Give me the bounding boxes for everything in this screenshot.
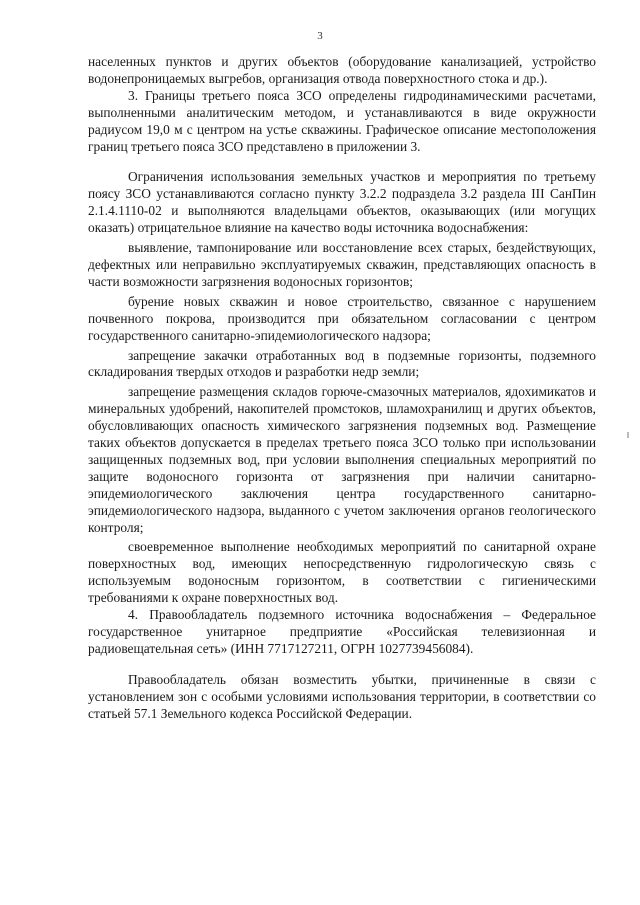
paragraph-rights-holder: 4. Правообладатель подземного источника водоснабжения – Федеральное государственное унитарное предприятие «Российская телевизионная и радиовещательная сеть» (ИНН 7717127211, ОГРН 1027739456084).	[88, 607, 596, 656]
page-number: 3	[317, 30, 323, 42]
document-body	[88, 54, 596, 723]
paragraph-compensation: Правообладатель обязан возместить убытки, причиненные в связи с установлением зон с особыми условиями использования территории, в соответствии со статьей 57.1 Земельного кодекса Российской Федерации.	[88, 671, 596, 721]
paragraph-zone3-restrictions: Ограничения использования земельных участков и мероприятия по третьему поясу ЗСО устанавливаются согласно пункту 3.2.2 подраздела 3.2 раздела III СанПин 2.1.4.1110-02 и выполняются владельцами объектов, оказывающих (или могущих оказать) отрицательное влияние на качество воды источника водоснабжения:	[88, 169, 596, 236]
list-item-surface-water: своевременное выполнение необходимых мероприятий по санитарной охране поверхностных вод, имеющих непосредственную гидрологическую связь с используемым водоносным горизонтом, в соответствии с гигиеническими требованиями к охране поверхностных вод.	[88, 539, 596, 606]
list-item-wells: выявление, тампонирование или восстановление всех старых, бездействующих, дефектных или неправильно эксплуатируемых скважин, представляющих опасность в части возможности загрязнения водоносных горизонтов;	[88, 240, 596, 289]
paragraph-zone3-boundaries: 3. Границы третьего пояса ЗСО определены гидродинамическими расчетами, выполненными аналитическим методом, и устанавливаются в виде окружности радиусом 19,0 м с центром на устье скважины. Графическое описание местоположения границ третьего пояса ЗСО представлено в приложении 3.	[88, 87, 596, 154]
paragraph-continuation: населенных пунктов и других объектов (оборудование канализацией, устройство водонепроницаемых выгребов, организация отвода поверхностного стока и др.).	[88, 54, 596, 86]
list-item-storage-ban: запрещение размещения складов горюче-смазочных материалов, ядохимикатов и минеральных удобрений, накопителей промстоков, шламохранилищ и других объектов, обусловливающих опасность химического загрязнения подземных вод. Размещение таких объектов допускается в пределах третьего пояса ЗСО только при использовании защищенных подземных вод, при условии выполнения специальных мероприятий по защите водоносного горизонта от загрязнения при наличии санитарно-эпидемиологического заключения центра государственного санитарно-эпидемиологического надзора, выданного с учетом заключения органов геологического контроля;	[88, 384, 596, 535]
list-item-drilling: бурение новых скважин и новое строительство, связанное с нарушением почвенного покрова, производится при обязательном согласовании с центром государственного санитарно-эпидемиологического надзора;	[88, 293, 596, 343]
list-item-injection-ban: запрещение закачки отработанных вод в подземные горизонты, подземного складирования твердых отходов и разработки недр земли;	[88, 347, 596, 380]
scan-edge-mark	[627, 432, 629, 438]
